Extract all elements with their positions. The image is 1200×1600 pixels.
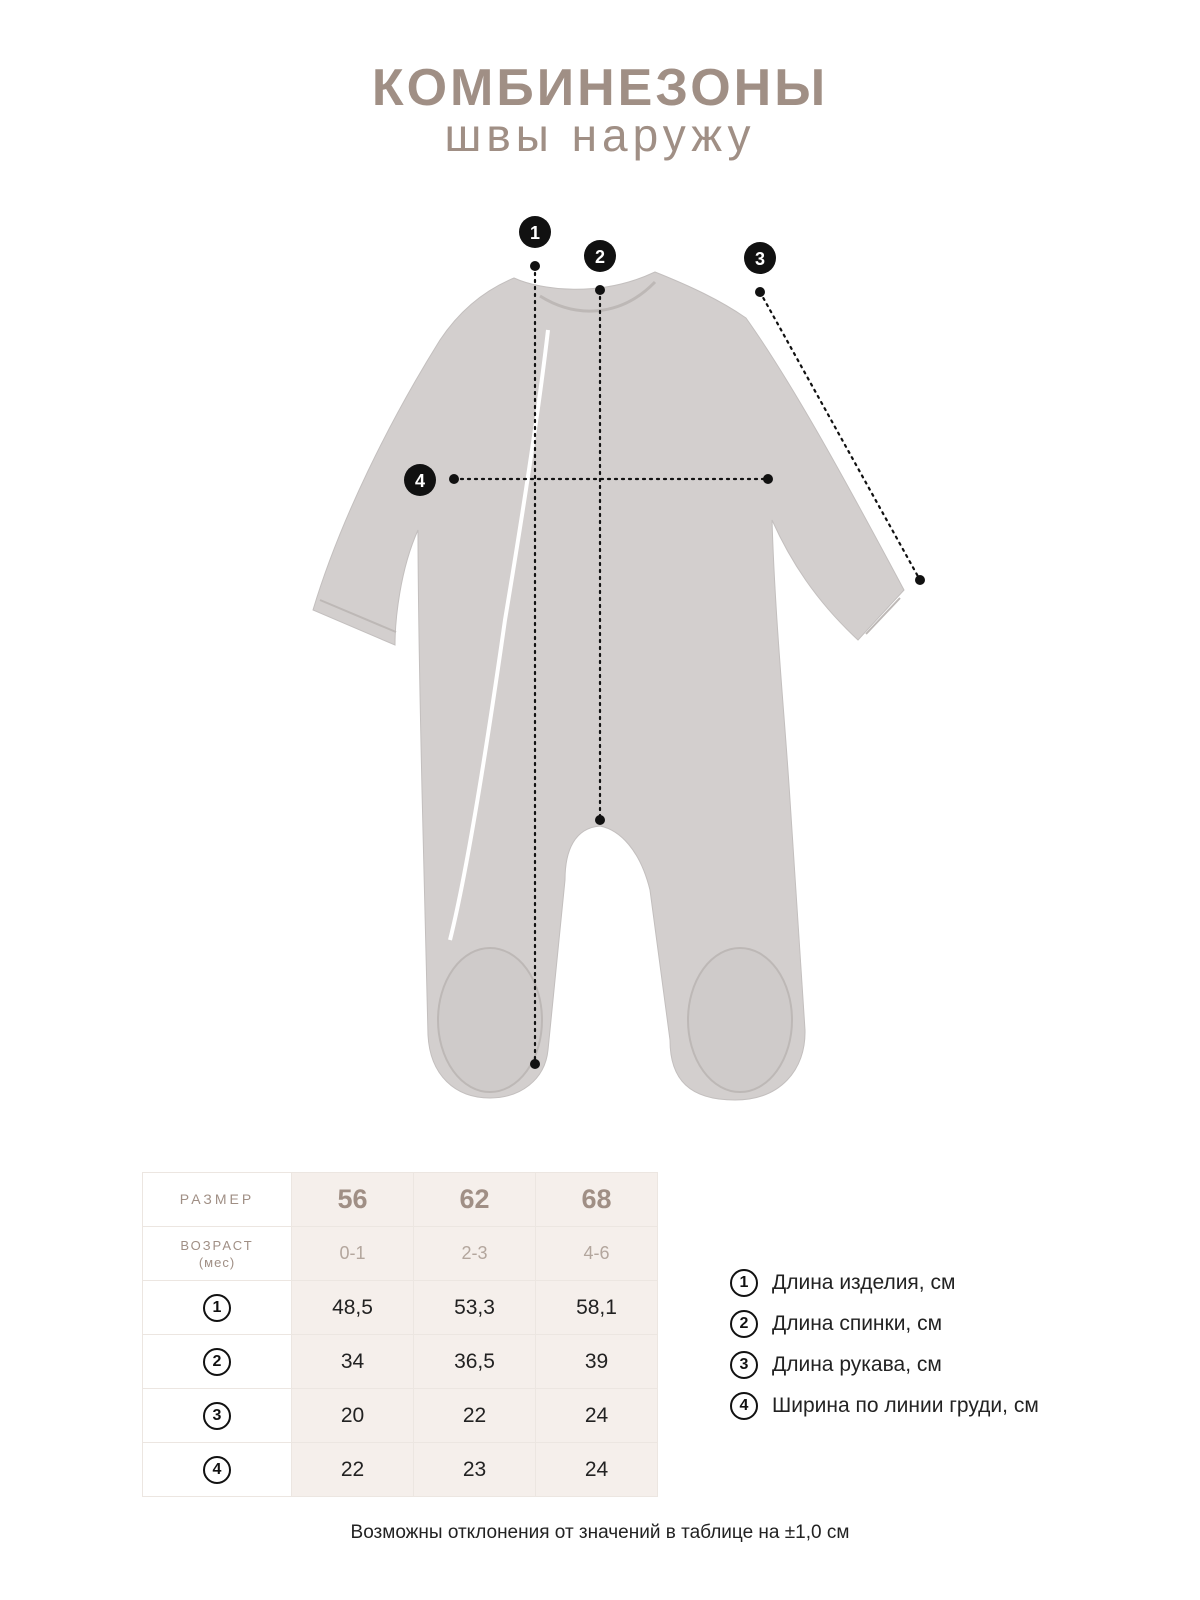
legend-item	[730, 1262, 1039, 1303]
row-marker-cell	[143, 1335, 292, 1389]
value-cell	[414, 1335, 536, 1389]
age-label	[143, 1238, 291, 1270]
age-value: 0-1	[339, 1243, 366, 1263]
age-cell	[292, 1227, 414, 1281]
age-cell	[414, 1227, 536, 1281]
size-cell	[414, 1173, 536, 1227]
legend-item	[730, 1385, 1039, 1426]
measure-value: 36,5	[454, 1349, 495, 1373]
measure-value: 22	[340, 1457, 365, 1481]
marker-2-icon: 2	[203, 1348, 231, 1376]
value-cell	[414, 1281, 536, 1335]
legend-item	[730, 1303, 1039, 1344]
measure-row-2	[143, 1335, 658, 1389]
age-value: 2-3	[461, 1243, 488, 1263]
age-cell	[536, 1227, 658, 1281]
value-cell	[292, 1389, 414, 1443]
tolerance-note: Возможны отклонения от значений в таблице на ±1,0 см	[350, 1522, 850, 1543]
row-marker-cell	[143, 1389, 292, 1443]
age-label-text: ВОЗРАСТ	[180, 1238, 254, 1253]
measure-value: 20	[340, 1403, 365, 1427]
marker-label-1: 1	[529, 223, 541, 243]
marker-3-icon: 3	[730, 1351, 758, 1379]
value-cell	[536, 1443, 658, 1497]
left-foot	[438, 948, 542, 1092]
measure-value: 39	[584, 1349, 609, 1373]
measure-dot	[530, 261, 540, 271]
measure-dot	[915, 575, 925, 585]
page-subtitle: швы наружу	[444, 109, 756, 161]
romper-silhouette	[313, 272, 904, 1100]
marker-1-icon: 1	[730, 1269, 758, 1297]
marker-4-icon: 4	[203, 1456, 231, 1484]
measure-dot	[449, 474, 459, 484]
measure-dot	[530, 1059, 540, 1069]
measure-dot	[763, 474, 773, 484]
legend-text: Длина спинки, см	[772, 1311, 943, 1335]
legend-text: Ширина по линии груди, см	[772, 1393, 1039, 1417]
legend-text: Длина рукава, см	[772, 1352, 942, 1376]
measure-row-4	[143, 1443, 658, 1497]
legend	[730, 1262, 1039, 1426]
size-table	[142, 1172, 658, 1497]
page-title: КОМБИНЕЗОНЫ	[371, 59, 829, 117]
value-cell	[292, 1335, 414, 1389]
marker-label-3: 3	[754, 249, 766, 269]
row-marker-cell	[143, 1281, 292, 1335]
size-value: 56	[337, 1184, 368, 1214]
measure-value: 22	[462, 1403, 487, 1427]
measure-value: 53,3	[454, 1295, 495, 1319]
measure-value: 24	[584, 1403, 609, 1427]
size-cell	[292, 1173, 414, 1227]
measure-row-1	[143, 1281, 658, 1335]
measure-value: 58,1	[576, 1295, 617, 1319]
marker-3-icon: 3	[203, 1402, 231, 1430]
right-foot	[688, 948, 792, 1092]
size-cell	[536, 1173, 658, 1227]
marker-1-icon: 1	[203, 1294, 231, 1322]
value-cell	[414, 1443, 536, 1497]
marker-label-2: 2	[594, 247, 606, 267]
value-cell	[536, 1389, 658, 1443]
size-value: 68	[581, 1184, 612, 1214]
age-unit: (мес)	[198, 1255, 236, 1270]
measure-dot	[755, 287, 765, 297]
size-header-cell	[143, 1173, 292, 1227]
value-cell	[536, 1335, 658, 1389]
size-label: РАЗМЕР	[179, 1190, 255, 1207]
marker-2-icon: 2	[730, 1310, 758, 1338]
marker-4-icon: 4	[730, 1392, 758, 1420]
measure-value: 24	[584, 1457, 609, 1481]
value-cell	[292, 1281, 414, 1335]
measure-row-3	[143, 1389, 658, 1443]
value-cell	[292, 1443, 414, 1497]
age-value: 4-6	[583, 1243, 610, 1263]
measure-dot	[595, 815, 605, 825]
legend-text: Длина изделия, см	[772, 1270, 956, 1294]
legend-item	[730, 1344, 1039, 1385]
measure-dot	[595, 285, 605, 295]
marker-label-4: 4	[414, 471, 426, 491]
age-header-cell	[143, 1227, 292, 1281]
row-marker-cell	[143, 1443, 292, 1497]
value-cell	[414, 1389, 536, 1443]
measure-value: 48,5	[332, 1295, 373, 1319]
measure-value: 34	[340, 1349, 365, 1373]
size-value: 62	[459, 1184, 490, 1214]
size-row	[143, 1173, 658, 1227]
age-row	[143, 1227, 658, 1281]
value-cell	[536, 1281, 658, 1335]
measure-value: 23	[462, 1457, 487, 1481]
